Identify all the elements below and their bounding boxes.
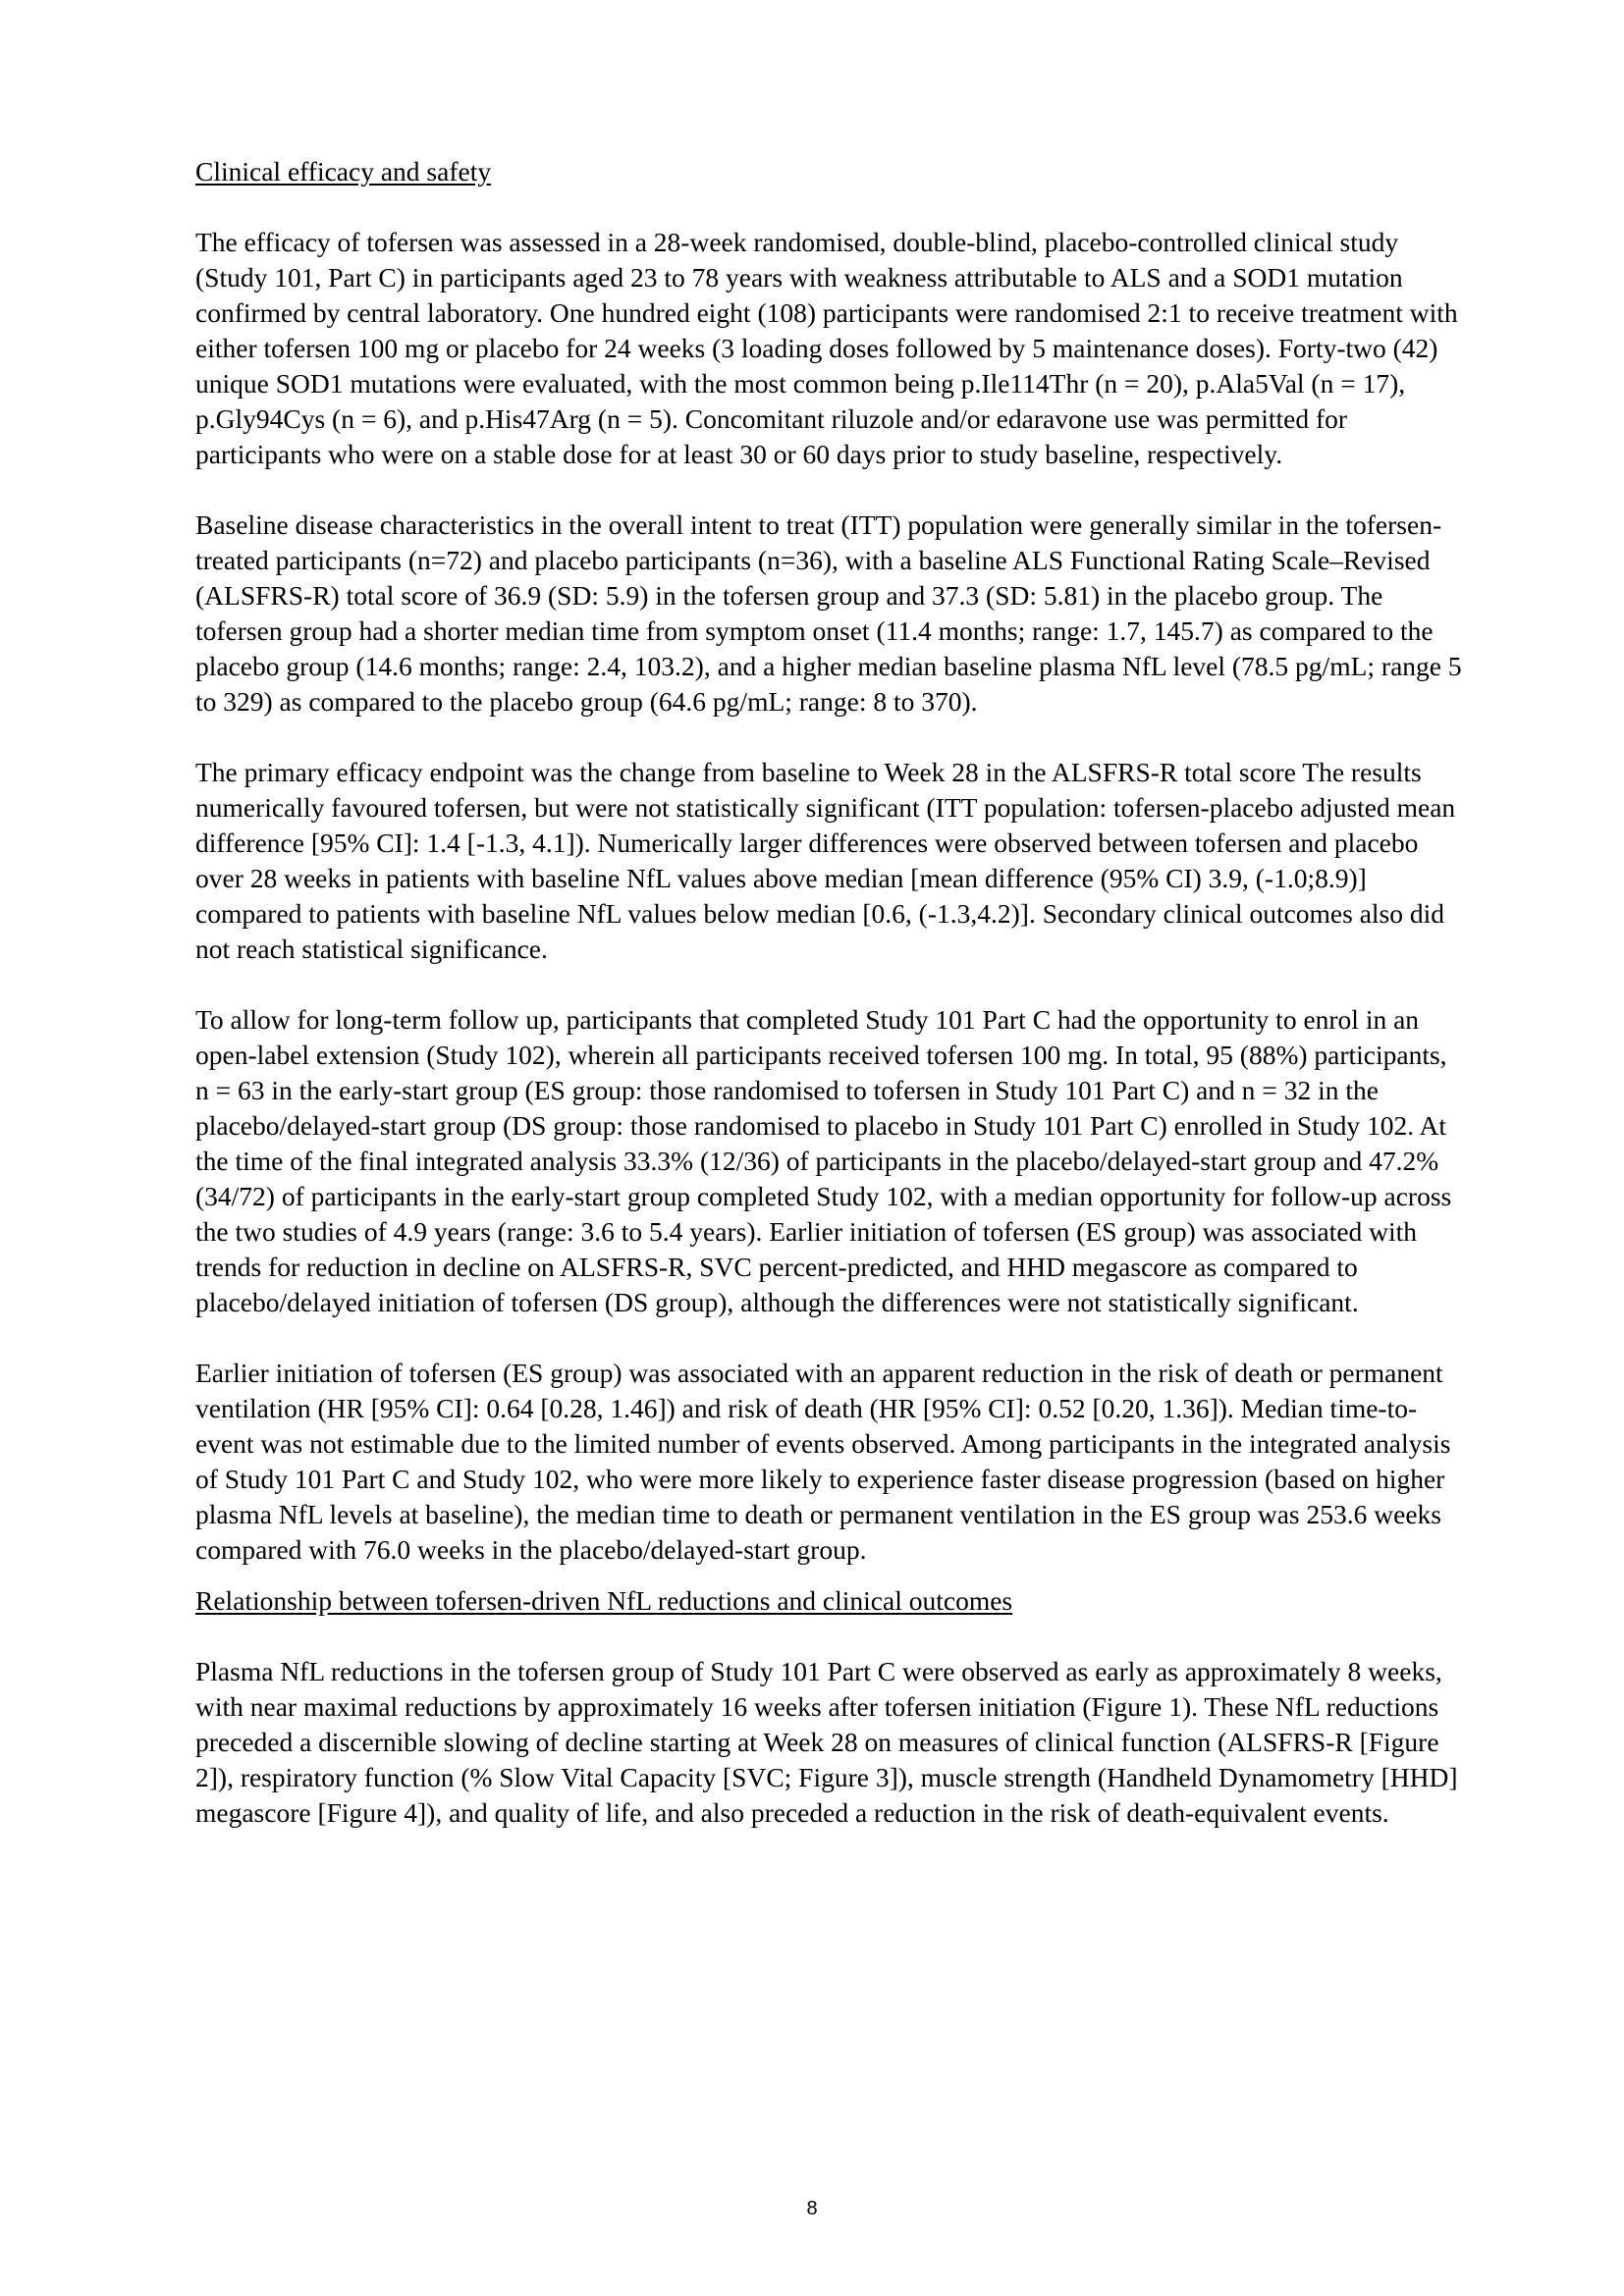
- section-heading-nfl-relationship: Relationship between tofersen-driven NfL reductions and clinical outcomes: [195, 1585, 1013, 1616]
- page-number: 8: [806, 2198, 818, 2219]
- paragraph-nfl-reductions: Plasma NfL reductions in the tofersen group of Study 101 Part C were observed as early as approximately 8 weeks, with near maximal reductions by approximately 16 weeks after tofersen initiation (Figure 1). These NfL reductions preceded a discernible slowing of decline starting at Week 28 on measures of clinical function (ALSFRS-R [Figure 2]), respiratory function (% Slow Vital Capacity [SVC; Figure 3]), muscle strength (Handheld Dynamometry [HHD] megascore [Figure 4]), and quality of life, and also preceded a reduction in the risk of death-equivalent events.: [195, 1656, 1458, 1828]
- section-heading-clinical-efficacy: Clinical efficacy and safety: [195, 156, 492, 187]
- paragraph-study-design: The efficacy of tofersen was assessed in a 28-week randomised, double-blind, placebo-controlled clinical study (Study 101, Part C) in participants aged 23 to 78 years with weakness attributable to ALS and a SOD1 mutation confirmed by central laboratory. One hundred eight (108) participants were randomised 2:1 to receive treatment with either tofersen 100 mg or placebo for 24 weeks (3 loading doses followed by 5 maintenance doses). Forty-two (42) unique SOD1 mutations were evaluated, with the most common being p.Ile114Thr (n = 20), p.Ala5Val (n = 17), p.Gly94Cys (n = 6), and p.His47Arg (n = 5). Concomitant riluzole and/or edaravone use was permitted for participants who were on a stable dose for at least 30 or 60 days prior to study baseline, respectively.: [195, 227, 1458, 469]
- document-body: [195, 154, 1462, 1831]
- paragraph-baseline-characteristics: Baseline disease characteristics in the overall intent to treat (ITT) population were generally similar in the tofersen-treated participants (n=72) and placebo participants (n=36), with a baseline ALS Functional Rating Scale–Revised (ALSFRS-R) total score of 36.9 (SD: 5.9) in the tofersen group and 37.3 (SD: 5.81) in the placebo group. The tofersen group had a shorter median time from symptom onset (11.4 months; range: 1.7, 145.7) as compared to the placebo group (14.6 months; range: 2.4, 103.2), and a higher median baseline plasma NfL level (78.5 pg/mL; range 5 to 329) as compared to the placebo group (64.6 pg/mL; range: 8 to 370).: [195, 509, 1462, 717]
- paragraph-primary-endpoint: The primary efficacy endpoint was the change from baseline to Week 28 in the ALSFRS-R total score The results numerically favoured tofersen, but were not statistically significant (ITT population: tofersen-placebo adjusted mean difference [95% CI]: 1.4 [-1.3, 4.1]). Numerically larger differences were observed between tofersen and placebo over 28 weeks in patients with baseline NfL values above median [mean difference (95% CI) 3.9, (-1.0;8.9)] compared to patients with baseline NfL values below median [0.6, (-1.3,4.2)]. Secondary clinical outcomes also did not reach statistical significance.: [195, 757, 1456, 964]
- paragraph-long-term-follow-up: To allow for long-term follow up, participants that completed Study 101 Part C had the opportunity to enrol in an open-label extension (Study 102), wherein all participants received tofersen 100 mg. In total, 95 (88%) participants, n = 63 in the early-start group (ES group: those randomised to tofersen in Study 101 Part C) and n = 32 in the placebo/delayed-start group (DS group: those randomised to placebo in Study 101 Part C) enrolled in Study 102. At the time of the final integrated analysis 33.3% (12/36) of participants in the placebo/delayed-start group and 47.2% (34/72) of participants in the early-start group completed Study 102, with a median opportunity for follow-up across the two studies of 4.9 years (range: 3.6 to 5.4 years). Earlier initiation of tofersen (ES group) was associated with trends for reduction in decline on ALSFRS-R, SVC percent-predicted, and HHD megascore as compared to placebo/delayed initiation of tofersen (DS group), although the differences were not statistically significant.: [195, 1004, 1452, 1317]
- paragraph-earlier-initiation: Earlier initiation of tofersen (ES group) was associated with an apparent reduction in the risk of death or permanent ventilation (HR [95% CI]: 0.64 [0.28, 1.46]) and risk of death (HR [95% CI]: 0.52 [0.20, 1.36]). Median time-to-event was not estimable due to the limited number of events observed. Among participants in the integrated analysis of Study 101 Part C and Study 102, who were more likely to experience faster disease progression (based on higher plasma NfL levels at baseline), the median time to death or permanent ventilation in the ES group was 253.6 weeks compared with 76.0 weeks in the placebo/delayed-start group.: [195, 1358, 1451, 1565]
